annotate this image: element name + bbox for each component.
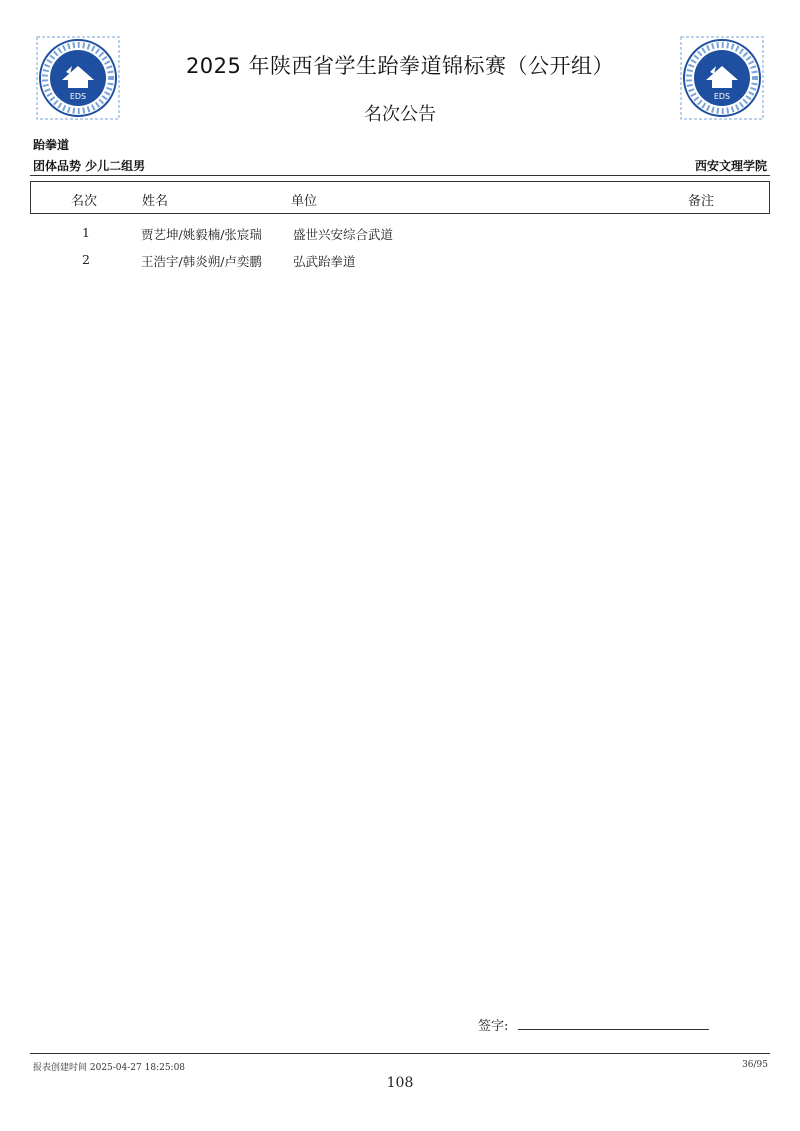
logo-badge-text: EDS [713, 92, 731, 101]
page-number: 108 [386, 1075, 414, 1091]
row-rank: 1 [82, 225, 90, 240]
column-header-note: 备注 [688, 194, 715, 209]
page-subtitle: 名次公告 [364, 104, 436, 125]
page-title: 2025 年陕西省学生跆拳道锦标赛（公开组） [185, 54, 615, 78]
report-created-time: 报表创建时间 2025-04-27 18:25:08 [33, 1063, 186, 1073]
column-header-rank: 名次 [71, 194, 98, 209]
row-unit: 弘武跆拳道 [293, 254, 356, 269]
sport-label: 跆拳道 [33, 138, 70, 152]
logo-badge-text: EDS [69, 92, 87, 101]
row-name: 王浩宇/韩炎朔/卢奕鹏 [141, 254, 262, 269]
header-divider [30, 175, 770, 176]
column-header-name: 姓名 [142, 194, 169, 209]
row-rank: 2 [82, 252, 90, 267]
column-header-unit: 单位 [291, 194, 318, 209]
table-row [30, 252, 770, 272]
venue-label: 西安文理学院 [694, 159, 767, 173]
signature-label: 签字: [478, 1019, 509, 1034]
table-row [30, 225, 770, 245]
row-unit: 盛世兴安综合武道 [293, 227, 394, 242]
table-header [30, 181, 770, 214]
footer-divider [30, 1053, 770, 1054]
row-name: 贾艺坤/姚毅楠/张宸瑞 [141, 227, 262, 242]
page-count: 36/95 [742, 1060, 768, 1070]
event-label: 团体品势 少儿二组男 [33, 159, 146, 173]
signature-line [518, 1029, 709, 1030]
